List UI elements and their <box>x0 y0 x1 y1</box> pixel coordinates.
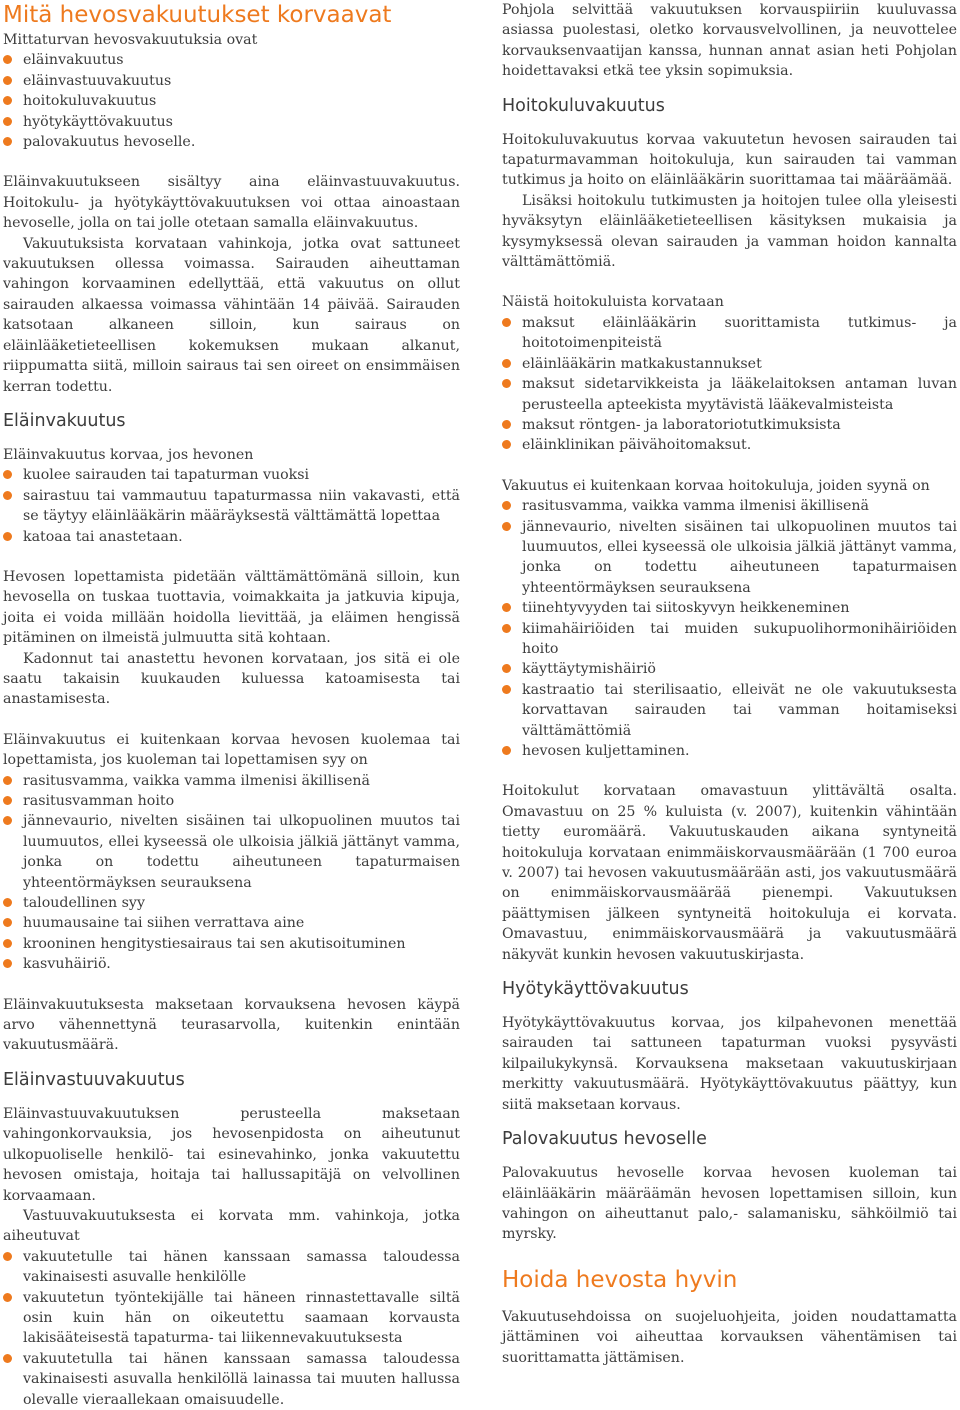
paragraph: Lisäksi hoitokulu tutkimusten ja hoitojen tulee olla yleisesti hyväksytyn eläinlääketieteellisen käsityksen mukaisia ja kysymyksessä olevan sairauden ja vamman hoidon kannalta välttämättömiä. <box>502 192 957 271</box>
list-item <box>502 659 957 679</box>
bullet-icon <box>3 776 12 785</box>
bullet-icon <box>3 470 12 479</box>
bullet-icon <box>502 685 511 694</box>
list-item <box>3 50 460 70</box>
bullet-icon <box>3 1252 12 1261</box>
list-item-text: kuolee sairauden tai tapaturman vuoksi <box>23 467 310 484</box>
list-item-text: hoitokuluvakuutus <box>23 93 157 110</box>
bullet-icon <box>3 918 12 927</box>
list-item-text: hyötykäyttövakuutus <box>23 113 173 130</box>
exclusion-list <box>3 1247 460 1410</box>
bullet-icon <box>3 939 12 948</box>
bullet-icon <box>3 491 12 500</box>
section-title-hoida-hevosta: Hoida hevosta hyvin <box>502 1266 738 1293</box>
list-item <box>3 112 460 132</box>
section-heading-palovakuutus: Palovakuutus hevoselle <box>502 1129 707 1150</box>
section-heading-elainvakuutus: Eläinvakuutus <box>3 410 126 431</box>
list-item <box>3 527 460 547</box>
bullet-icon <box>502 440 511 449</box>
list-item-text: rasitusvamman hoito <box>23 793 175 809</box>
bullet-icon <box>3 898 12 907</box>
list-item <box>3 1247 460 1288</box>
list-item-text: vakuutetun työntekijälle tai häneen rinnastettavalle siltä osin kuin hän on oikeutettu saamaan korvausta lakisääteisestä tapaturma- tai liikennevakuutuksesta <box>23 1289 460 1347</box>
bullet-icon <box>3 137 12 146</box>
left-column <box>3 0 460 1410</box>
list-item <box>502 435 957 455</box>
bullet-icon <box>3 76 12 85</box>
insurance-type-list <box>3 50 460 152</box>
exclusion-list <box>3 771 460 975</box>
list-item-text: krooninen hengitystiesairaus tai sen akutisoituminen <box>23 935 406 952</box>
intro-text: Mittaturvan hevosvakuutuksia ovat <box>3 32 258 48</box>
list-item <box>502 374 957 415</box>
bullet-icon <box>3 532 12 541</box>
bullet-icon <box>3 816 12 825</box>
bullet-icon <box>3 1354 12 1363</box>
list-item-text: tiinehtyvyyden tai siitoskyvyn heikkeneminen <box>522 600 850 617</box>
paragraph: Eläinvakuutukseen sisältyy aina eläinvastuuvakuutus. Hoitokulu- ja hyötykäyttövakuutuksen voi ottaa ainoastaan hevoselle, jolla on tai jolle otetaan samalla eläinvakuutus. <box>3 174 460 232</box>
list-item-text: huumausaine tai siihen verrattava aine <box>23 915 305 932</box>
bullet-icon <box>502 318 511 327</box>
list-item <box>502 415 957 435</box>
list-item-text: eläinvastuuvakuutus <box>23 72 172 89</box>
paragraph: Eläinvakuutus korvaa, jos hevonen <box>3 446 254 463</box>
list-item <box>3 791 460 811</box>
list-item-text: kiimahäiriöiden tai muiden sukupuolihormonihäiriöiden hoito <box>522 620 957 657</box>
bullet-icon <box>3 796 12 805</box>
list-item <box>502 354 957 374</box>
list-item-text: eläinlääkärin matkakustannukset <box>522 355 762 372</box>
list-item <box>3 465 460 485</box>
list-item-text: eläinvakuutus <box>23 52 124 69</box>
bullet-icon <box>502 664 511 673</box>
list-item <box>3 71 460 91</box>
paragraph: Pohjola selvittää vakuutuksen korvauspiiriin kuuluvassa asiassa puolestasi, oletko korvausvelvollinen, ja neuvottelee korvauksenvaatijan kanssa, hunnan annat asian heti Pohjolan hoidettavaksi etkä tee yksin sopimuksia. <box>502 2 957 80</box>
list-item-text: rasitusvamma, vaikka vamma ilmenisi äkillisenä <box>522 498 869 515</box>
section-heading-hyotykayttovakuutus: Hyötykäyttövakuutus <box>502 979 689 1000</box>
list-item <box>3 1288 460 1349</box>
paragraph: Hoitokuluvakuutus korvaa vakuutetun hevosen sairauden tai tapaturmavamman hoitokuluja, kun sairauden tai vamman tutkimus ja hoito on eläinlääkärin suorittamaa tai määräämää. <box>502 131 957 189</box>
paragraph: Hoitokulut korvataan omavastuun ylittävältä osalta. Omavastuu on 25 % kuluista (v. 2007), kuitenkin vähintään tietty euromäärä. Vakuutuskauden aikana syntyneitä hoitokuluja korvataan enimmäiskorvausmäärään (1 700 euroa v. 2007) tai hevosen vakuutusmäärään asti, jos vakuutusmäärä on enimmäiskorvausmäärää pienempi. Vakuutuksen päättymisen jälkeen syntyneitä hoitokuluja ei korvata. Omavastuu, enimmäiskorvausmäärä ja vakuutusmäärä näkyvät kunkin hevosen vakuutuskirjasta. <box>502 783 957 963</box>
bullet-icon <box>3 117 12 126</box>
list-item <box>502 496 957 516</box>
list-item-text: maksut eläinlääkärin suorittamista tutkimus- ja hoitotoimenpiteistä <box>522 314 957 352</box>
exclusion-list <box>502 496 957 761</box>
list-item <box>3 893 460 913</box>
list-item <box>3 934 460 954</box>
list-item-text: vakuutetulle tai hänen kanssaan samassa taloudessa vakinaisesti asuvalle henkilölle <box>23 1248 460 1286</box>
paragraph: Palovakuutus hevoselle korvaa hevosen kuoleman tai eläinlääkärin määräämän hevosen lopettamisen silloin, kun vahingon on aiheuttanut palo,- salamanisku, sähköilmiö tai myrsky. <box>502 1165 957 1243</box>
bullet-icon <box>502 624 511 633</box>
list-item-text: hevosen kuljettaminen. <box>522 743 690 759</box>
bullet-icon <box>502 420 511 429</box>
coverage-list <box>3 465 460 547</box>
bullet-icon <box>3 1293 12 1302</box>
paragraph: Eläinvakuutuksesta maksetaan korvauksena hevosen käypä arvo vähennettynä teurasarvolla, kuitenkin enintään vakuutusmäärä. <box>3 996 460 1054</box>
list-item-text: kasvuhäiriö. <box>23 956 111 973</box>
list-item-text: vakuutetulla tai hänen kanssaan samassa taloudessa vakinaisesti asuvalla henkilöllä lainassa tai muuten hallussa olevalle vieraallekaan omaisuudelle. <box>23 1350 460 1408</box>
list-item <box>3 954 460 974</box>
bullet-icon <box>502 603 511 612</box>
paragraph: Hevosen lopettamista pidetään välttämättömänä silloin, kun hevosella on tuskaa tuottavia, voimakkaita ja jatkuvia kipuja, joita ei voida millään hoidolla lievittää, ja eläimen hengissä pitäminen on ilmeistä julmuutta sitä kohtaan. <box>3 568 460 647</box>
list-item <box>502 598 957 618</box>
list-item-text: palovakuutus hevoselle. <box>23 134 196 151</box>
list-item-text: maksut sidetarvikkeista ja lääkelaitoksen antaman luvan perusteella apteekista myytävistä lääkevalmisteista <box>522 376 957 413</box>
right-column <box>502 0 957 1368</box>
paragraph: Näistä hoitokuluista korvataan <box>502 294 724 311</box>
list-item <box>502 680 957 741</box>
bullet-icon <box>502 379 511 388</box>
list-item-text: kastraatio tai sterilisaatio, elleivät ne ole vakuutuksesta korvattavan sairauden tai vamman hoitamiseksi välttämättömiä <box>522 681 957 739</box>
paragraph: Kadonnut tai anastettu hevonen korvataan, jos sitä ei ole saatu takaisin kuukauden kuluessa katoamisesta tai anastamisesta. <box>3 650 460 708</box>
bullet-icon <box>502 359 511 368</box>
paragraph: Vakuutusehdoissa on suojeluohjeita, joiden noudattamatta jättäminen voi aiheuttaa korvauksen vähentämisen tai suorittamatta jättämisen. <box>502 1308 957 1366</box>
list-item-text: jännevaurio, nivelten sisäinen tai ulkopuolinen muutos tai luumuutos, ellei kyseessä ole ulkoisia jälkiä jättänyt vamma, jonka on todettu aiheutuneen tapaturmaisen yhteentörmäyksen seurauksena <box>23 813 460 891</box>
bullet-icon <box>502 746 511 755</box>
list-item <box>3 1349 460 1410</box>
list-item <box>502 619 957 660</box>
list-item <box>3 771 460 791</box>
bullet-icon <box>3 96 12 105</box>
list-item-text: rasitusvamma, vaikka vamma ilmenisi äkillisenä <box>23 772 370 789</box>
list-item <box>502 517 957 599</box>
section-heading-elainvastuuvakuutus: Eläinvastuuvakuutus <box>3 1069 185 1090</box>
page-title: Mitä hevosvakuutukset korvaavat <box>3 2 392 28</box>
paragraph: Hyötykäyttövakuutus korvaa, jos kilpahevonen menettää sairauden tai sattuneen tapaturman vuoksi pysyvästi kilpailukykynsä. Korvauksena maksetaan vakuutuskirjaan merkitty vakuutusmäärä. Hyötykäyttövakuutus päättyy, kun siitä maksetaan korvaus. <box>502 1015 957 1113</box>
paragraph: Vastuuvakuutuksesta ei korvata mm. vahinkoja, jotka aiheutuvat <box>3 1207 460 1245</box>
list-item <box>3 91 460 111</box>
list-item <box>3 132 460 152</box>
list-item <box>3 486 460 527</box>
list-item-text: eläinklinikan päivähoitomaksut. <box>522 437 752 454</box>
list-item <box>3 913 460 933</box>
list-item-text: maksut röntgen- ja laboratoriotutkimuksista <box>522 416 841 433</box>
list-item <box>3 811 460 893</box>
paragraph: Eläinvastuuvakuutuksen perusteella maksetaan vahingonkorvauksia, jos hevosenpidosta on aiheutunut ulkopuoliselle henkilö- tai esinevahinko, jonka vakuutettu hevosen omistaja, hoitaja tai hallussapitäjä on velvollinen korvaamaan. <box>3 1105 460 1204</box>
bullet-icon <box>502 501 511 510</box>
paragraph: Vakuutus ei kuitenkaan korvaa hoitokuluja, joiden syynä on <box>502 477 930 494</box>
bullet-icon <box>3 959 12 968</box>
bullet-icon <box>3 55 12 64</box>
list-item <box>502 313 957 354</box>
list-item-text: sairastuu tai vammautuu tapaturmassa niin vakavasti, että se täytyy eläinlääkärin määräyksestä välttämättä lopettaa <box>23 487 460 525</box>
covered-costs-list <box>502 313 957 456</box>
list-item-text: taloudellinen syy <box>23 895 145 912</box>
bullet-icon <box>502 522 511 531</box>
paragraph: Vakuutuksista korvataan vahinkoja, jotka ovat sattuneet vakuutuksen ollessa voimassa. Sairauden aiheuttaman vahingon korvaaminen edellyttää, että vakuutus on ollut sairauden alkaessa voimassa vähintään 14 päivää. Sairauden katsotaan alkaneen silloin, kun sairaus on eläinlääketieteellisen kokemuksen mukaan alkanut, riippumatta siitä, milloin sairaus tai sen oireet on ensimmäisen kerran todettu. <box>3 235 460 395</box>
paragraph: Eläinvakuutus ei kuitenkaan korvaa hevosen kuolemaa tai lopettamista, jos kuoleman tai lopettamisen syy on <box>3 731 460 769</box>
list-item-text: jännevaurio, nivelten sisäinen tai ulkopuolinen muutos tai luumuutos, ellei kyseessä ole ulkoisia jälkiä jättänyt vamma, jonka on todettu aiheutuneen tapaturmaisen yhteentörmäyksen seurauksena <box>522 518 957 596</box>
list-item-text: käyttäytymishäiriö <box>522 661 656 678</box>
section-heading-hoitokuluvakuutus: Hoitokuluvakuutus <box>502 95 665 116</box>
list-item <box>502 741 957 761</box>
list-item-text: katoaa tai anastetaan. <box>23 528 183 545</box>
